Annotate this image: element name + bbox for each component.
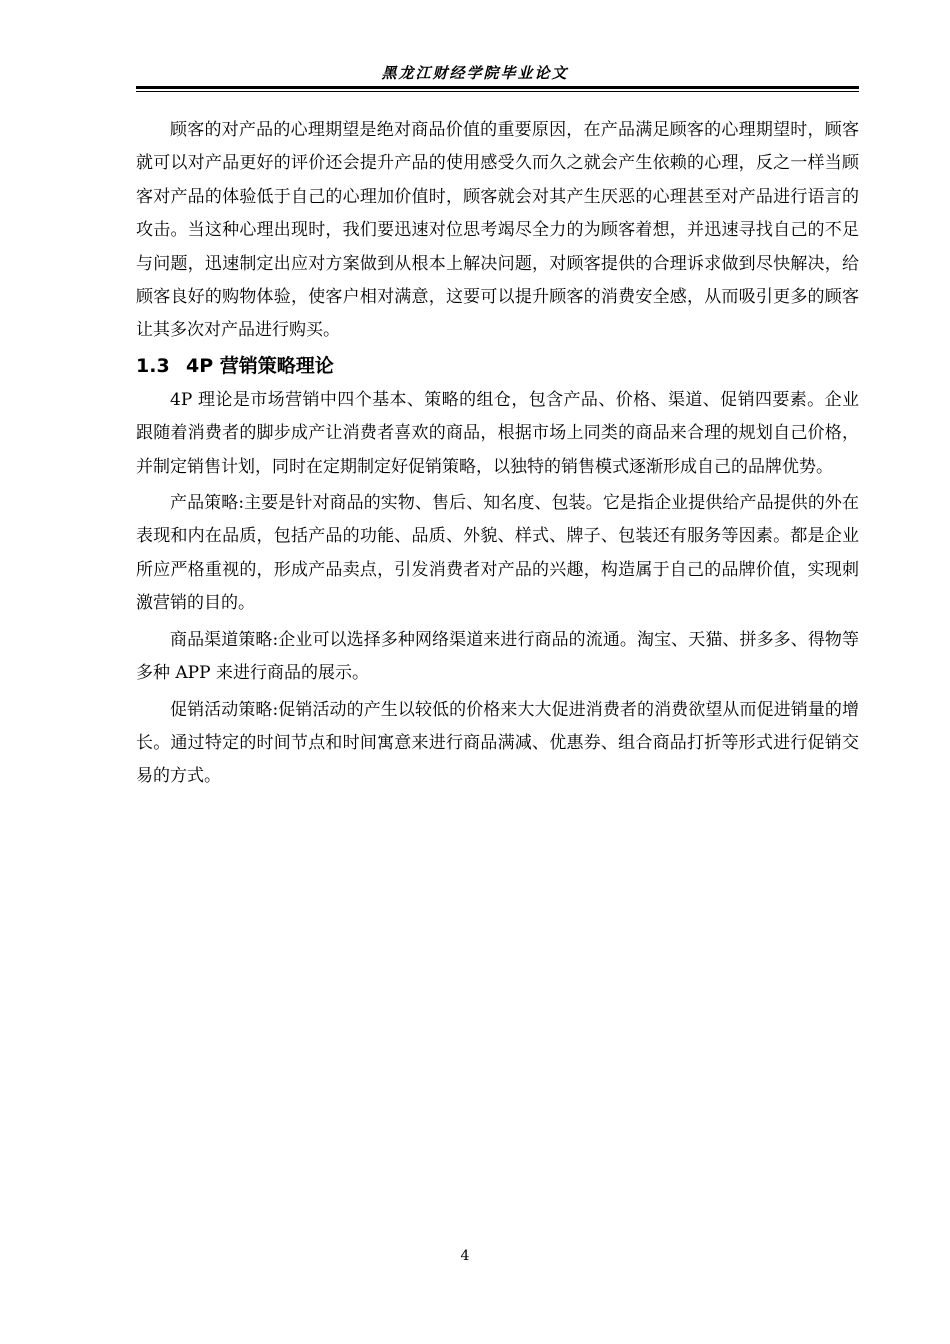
paragraph-promotion-strategy: 促销活动策略:促销活动的产生以较低的价格来大大促进消费者的消费欲望从而促进销量的增长。通过特定的时间节点和时间寓意来进行商品满减、优惠券、组合商品打折等形式进行促销交易的方式。 — [136, 699, 859, 787]
paragraph-product-strategy: 产品策略:主要是针对商品的实物、售后、知名度、包装。它是指企业提供给产品提供的外在表现和内在品质，包括产品的功能、品质、外貌、样式、牌子、包装还有服务等因素。都是企业所应严格重视的，形成产品卖点，引发消费者对产品的兴趣，构造属于自己的品牌价值，实现刺激营销的目的。 — [136, 493, 859, 614]
running-header-title: 黑龙江财经学院毕业论文 — [381, 64, 569, 82]
section-heading — [136, 348, 859, 384]
header-rule-thin — [136, 91, 859, 92]
section-number: 1.3 — [136, 354, 170, 377]
document-body — [136, 114, 859, 794]
paragraph-4p-theory: 4P 理论是市场营销中四个基本、策略的组仓，包含产品、价格、渠道、促销四要素。企业跟随着消费者的脚步成产让消费者喜欢的商品，根据市场上同类的商品来合理的规划自己价格，并制定销售计划，同时在定期制定好促销策略，以独特的销售模式逐渐形成自己的品牌优势。 — [136, 389, 859, 477]
page-number: 4 — [460, 1248, 470, 1264]
header-rule-thick — [136, 86, 859, 89]
paragraph-customer-expectation: 顾客的对产品的心理期望是绝对商品价值的重要原因，在产品满足顾客的心理期望时，顾客就可以对产品更好的评价还会提升产品的使用感受久而久之就会产生依赖的心理，反之一样当顾客对产品的体验低于自己的心理加价值时，顾客就会对其产生厌恶的心理甚至对产品进行语言的攻击。当这种心理出现时，我们要迅速对位思考竭尽全力的为顾客着想，并迅速寻找自己的不足与问题，迅速制定出应对方案做到从根本上解决问题，对顾客提供的合理诉求做到尽快解决，给顾客良好的购物体验，使客户相对满意，这要可以提升顾客的消费安全感，从而吸引更多的顾客让其多次对产品进行购买。 — [136, 120, 859, 341]
section-title: 4P 营销策略理论 — [186, 354, 334, 377]
paragraph-channel-strategy: 商品渠道策略:企业可以选择多种网络渠道来进行商品的流通。淘宝、天猫、拼多多、得物等多种 APP 来进行商品的展示。 — [136, 629, 859, 684]
